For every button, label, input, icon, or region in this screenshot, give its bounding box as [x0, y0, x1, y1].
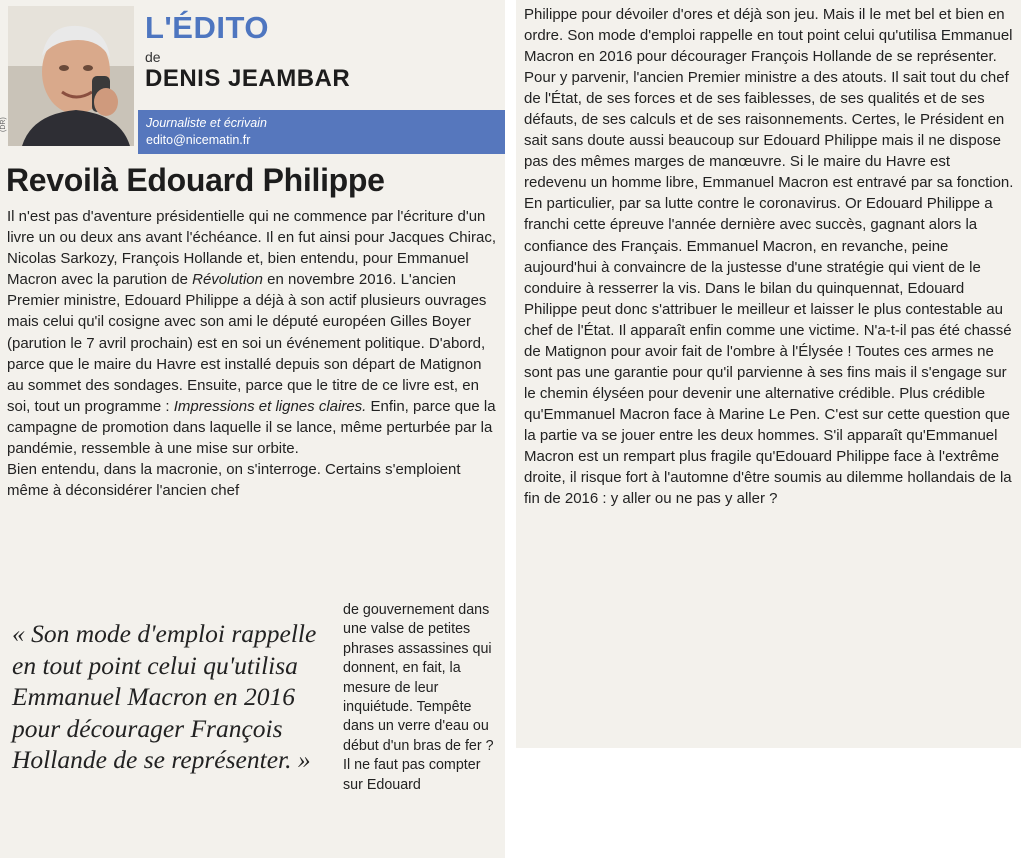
article-body-narrow: de gouvernement dans une valse de petites phrases assassines qui donnent, en fait, la mesure de leur inquiétude. Tempête dans un verre d'eau ou début d'un bras de fer ? Il ne faut pas compter sur Edouard — [343, 602, 494, 793]
portrait-photo-icon — [8, 6, 134, 146]
right-column — [516, 0, 1021, 748]
byline-de: de — [145, 49, 161, 65]
book-title-impressions: Impressions et lignes claires. — [173, 397, 367, 415]
book-title-revolution: Révolution — [192, 271, 263, 289]
body-text-segment: Enfin, parce que la campagne de promotion dans laquelle il se lance, même perturbée par la pandémie, ressemble à une mise sur orbite. — [7, 397, 496, 458]
section-title: L'ÉDITO — [145, 10, 269, 45]
author-portrait — [8, 6, 134, 146]
author-name: DENIS JEAMBAR — [145, 65, 351, 92]
left-column — [0, 0, 505, 858]
pull-quote: « Son mode d'emploi rappelle en tout point celui qu'utilisa Emmanuel Macron en 2016 pour décourager François Hollande de se représenter. » — [12, 619, 317, 775]
body-text-segment: Il n'est pas d'aventure présidentielle qui ne commence par l'écriture d'un livre un ou deux ans avant l'échéance. Il en fut ainsi pour Jacques Chirac, Nicolas Sarkozy, François Hollande et, bien entendu, pour Emmanuel Macron avec la parution de — [7, 208, 496, 289]
author-info-band — [138, 110, 505, 154]
article-headline: Revoilà Edouard Philippe — [6, 162, 385, 198]
author-role: Journaliste et écrivain — [146, 116, 267, 130]
photo-credit: (DR) — [0, 117, 7, 132]
body-text-segment: Bien entendu, dans la macronie, on s'interroge. Certains s'emploient même à déconsidérer l'ancien chef — [7, 461, 461, 500]
article-body-continued: Philippe pour dévoiler d'ores et déjà son jeu. Mais il le met bel et bien en ordre. Son mode d'emploi rappelle en tout point celui qu'utilisa Emmanuel Macron en 2016 pour décourager François Hollande de se représenter. Pour y parvenir, l'ancien Premier ministre a des atouts. Il sait tout du chef de l'État, de ses forces et de ses faiblesses, de ses qualités et de ses défauts, de ses calculs et de ses raisonnements. Certes, le Président en sait sans doute aussi beaucoup sur Edouard Philippe mais il ne dispose pas des mêmes marges de manœuvre. Si le maire du Havre est redevenu un homme libre, Emmanuel Macron est entravé par sa fonction. En particulier, par sa lutte contre le coronavirus. Or Edouard Philippe a franchi cette épreuve l'année dernière avec succès, gagnant alors la confiance des Français. Emmanuel Macron, en revanche, peine aujourd'hui à convaincre de la justesse d'une stratégie qui vient de le conduire à resserrer la vis. Dans le bilan du quinquennat, Edouard Philippe peut donc s'attribuer le meilleur et laisser le plus contestable au chef de l'État. Il apparaît enfin comme une victime. N'a-t-il pas été chassé de Matignon pour avoir fait de l'ombre à l'Élysée ! Toutes ces armes ne sont pas une garantie pour qu'il parvienne à ses fins mais il s'engage sur le chemin élyséen pour devenir une alternative crédible. Plus crédible qu'Emmanuel Macron face à Marine Le Pen. C'est sur cette question que la partie va se jouer entre les deux hommes. S'il apparaît qu'Emmanuel Macron est un rempart plus fragile qu'Edouard Philippe face à l'extrême droite, il risque fort à l'automne d'être soumis au dilemme hollandais de la fin de 2016 : y aller ou ne pas y aller ? — [524, 6, 1014, 508]
author-email-link[interactable]: edito@nicematin.fr — [146, 133, 251, 147]
body-text-segment: en novembre 2016. L'ancien Premier ministre, Edouard Philippe a déjà à son actif plusieurs ouvrages mais celui qu'il cosigne avec son ami le député européen Gilles Boyer (parution le 7 avril prochain) est en soi un événement politique. D'abord, parce que le maire du Havre est installé depuis son départ de Matignon au sommet des sondages. Ensuite, parce que le titre de ce livre est, en soi, tout un programme : — [7, 271, 487, 415]
article-body-intro — [7, 206, 500, 501]
